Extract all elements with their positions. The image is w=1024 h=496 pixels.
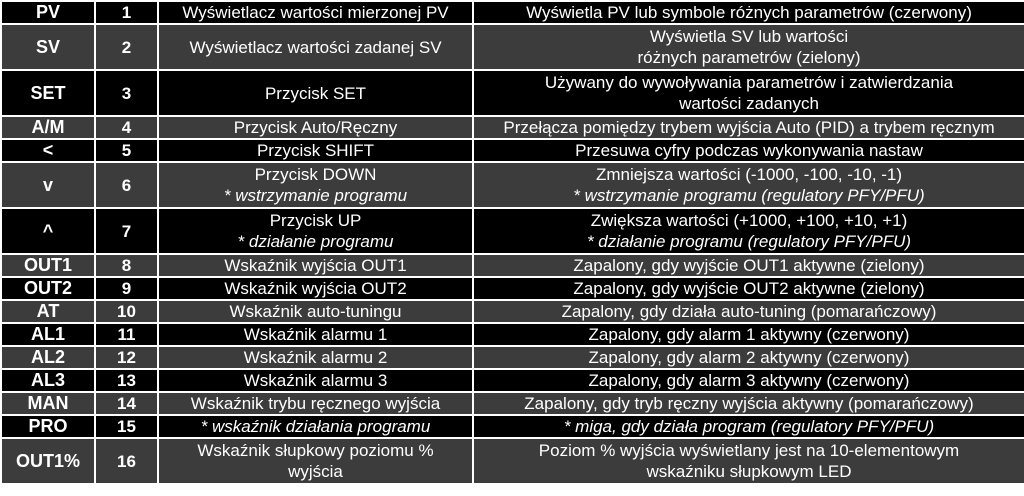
symbol-cell: v [1, 162, 95, 208]
desc-line: wartości zadanych [679, 94, 819, 113]
name-line: Wyświetlacz wartości mierzonej PV [182, 3, 449, 22]
desc-line: Poziom % wyjścia wyświetlany jest na 10-elementowym [538, 441, 960, 460]
symbol-cell: OUT2 [1, 277, 95, 300]
table-row [1, 24, 1024, 70]
name-cell [158, 300, 473, 323]
number-cell: 7 [95, 208, 158, 254]
name-line: Wskaźnik alarmu 1 [243, 325, 388, 344]
symbol-cell: SV [1, 24, 95, 70]
description-cell [473, 300, 1024, 323]
symbol-cell: OUT1% [1, 438, 95, 484]
name-cell [158, 70, 473, 116]
name-line: Wskaźnik auto-tuningu [229, 302, 402, 321]
number-cell: 5 [95, 139, 158, 162]
number-cell: 1 [95, 1, 158, 24]
description-cell [473, 438, 1024, 484]
name-note: * wstrzymanie programu [223, 186, 408, 205]
description-cell [473, 116, 1024, 139]
desc-line: Zapalony, gdy alarm 2 aktywny (czerwony) [588, 348, 910, 367]
name-cell [158, 392, 473, 415]
description-cell [473, 162, 1024, 208]
table-row [1, 162, 1024, 208]
symbol-cell: AT [1, 300, 95, 323]
table-row [1, 1, 1024, 24]
table-row [1, 277, 1024, 300]
description-cell [473, 254, 1024, 277]
table-row [1, 323, 1024, 346]
name-cell [158, 438, 473, 484]
description-cell [473, 346, 1024, 369]
description-cell [473, 139, 1024, 162]
name-cell [158, 277, 473, 300]
table-row [1, 392, 1024, 415]
name-cell [158, 24, 473, 70]
name-cell [158, 254, 473, 277]
number-cell: 2 [95, 24, 158, 70]
symbol-cell: PV [1, 1, 95, 24]
desc-note: * miga, gdy działa program (regulatory PFY/PFU) [563, 417, 935, 436]
name-cell [158, 346, 473, 369]
name-line: wyjścia [288, 462, 343, 481]
name-cell [158, 116, 473, 139]
table-row [1, 300, 1024, 323]
desc-line: Zwiększa wartości (+1000, +100, +10, +1) [590, 211, 908, 230]
desc-line: Zapalony, gdy tryb ręczny wyjścia aktywny (pomarańczowy) [524, 394, 974, 413]
desc-line: Przełącza pomiędzy trybem wyjścia Auto (PID) a trybem ręcznym [503, 118, 995, 137]
number-cell: 14 [95, 392, 158, 415]
desc-line: Zapalony, gdy alarm 1 aktywny (czerwony) [588, 325, 910, 344]
parameter-table-body [1, 1, 1024, 484]
name-line: Przycisk SHIFT [256, 141, 375, 160]
description-cell [473, 1, 1024, 24]
desc-note: * wstrzymanie programu (regulatory PFY/PFU) [573, 186, 925, 205]
number-cell: 6 [95, 162, 158, 208]
description-cell [473, 277, 1024, 300]
description-cell [473, 392, 1024, 415]
name-line: Wskaźnik trybu ręcznego wyjścia [190, 394, 441, 413]
symbol-cell: MAN [1, 392, 95, 415]
name-line: Wskaźnik alarmu 2 [243, 348, 388, 367]
number-cell: 8 [95, 254, 158, 277]
symbol-cell: < [1, 139, 95, 162]
number-cell: 13 [95, 369, 158, 392]
table-row [1, 254, 1024, 277]
name-line: Przycisk DOWN [254, 165, 377, 184]
table-row [1, 415, 1024, 438]
symbol-cell: OUT1 [1, 254, 95, 277]
desc-line: Wyświetla SV lub wartości [649, 27, 849, 46]
table-row [1, 139, 1024, 162]
symbol-cell: SET [1, 70, 95, 116]
description-cell [473, 70, 1024, 116]
number-cell: 4 [95, 116, 158, 139]
table-row [1, 438, 1024, 484]
symbol-cell: A/M [1, 116, 95, 139]
name-cell [158, 369, 473, 392]
table-row [1, 116, 1024, 139]
name-cell [158, 415, 473, 438]
description-cell [473, 208, 1024, 254]
table-row [1, 208, 1024, 254]
name-line: Wskaźnik słupkowy poziomu % [197, 441, 434, 460]
desc-line: Przesuwa cyfry podczas wykonywania nastaw [575, 141, 923, 160]
desc-line: różnych parametrów (zielony) [637, 48, 861, 67]
desc-line: Zmniejsza wartości (-1000, -100, -10, -1) [595, 165, 903, 184]
name-line: Wskaźnik wyjścia OUT1 [224, 256, 407, 275]
desc-line: wskaźniku słupkowym LED [646, 462, 852, 481]
desc-line: Zapalony, gdy wyjście OUT1 aktywne (zielony) [573, 256, 925, 275]
name-line: Przycisk UP [269, 211, 362, 230]
symbol-cell: AL3 [1, 369, 95, 392]
table-row [1, 70, 1024, 116]
name-note: * wskaźnik działania programu [200, 417, 431, 436]
number-cell: 9 [95, 277, 158, 300]
table-row [1, 369, 1024, 392]
name-cell [158, 1, 473, 24]
desc-line: Zapalony, gdy alarm 3 aktywny (czerwony) [588, 371, 910, 390]
description-cell [473, 24, 1024, 70]
number-cell: 10 [95, 300, 158, 323]
description-cell [473, 369, 1024, 392]
number-cell: 15 [95, 415, 158, 438]
symbol-cell: PRO [1, 415, 95, 438]
name-line: Przycisk SET [264, 83, 367, 103]
name-note: * działanie programu [237, 232, 394, 251]
number-cell: 11 [95, 323, 158, 346]
name-cell [158, 323, 473, 346]
name-line: Wskaźnik wyjścia OUT2 [224, 279, 407, 298]
desc-line: Używany do wywoływania parametrów i zatwierdzania [544, 73, 954, 92]
number-cell: 16 [95, 438, 158, 484]
table-row [1, 346, 1024, 369]
name-line: Wskaźnik alarmu 3 [243, 371, 388, 390]
symbol-cell: AL1 [1, 323, 95, 346]
desc-note: * działanie programu (regulatory PFY/PFU) [586, 232, 912, 251]
desc-line: Zapalony, gdy działa auto-tuning (pomarańczowy) [561, 302, 937, 321]
number-cell: 12 [95, 346, 158, 369]
symbol-cell: AL2 [1, 346, 95, 369]
description-cell [473, 415, 1024, 438]
name-cell [158, 162, 473, 208]
description-cell [473, 323, 1024, 346]
symbol-cell: ^ [1, 208, 95, 254]
name-line: Wyświetlacz wartości zadanej SV [189, 37, 442, 57]
name-cell [158, 139, 473, 162]
name-line: Przycisk Auto/Ręczny [233, 118, 398, 137]
desc-line: Wyświetla PV lub symbole różnych parametrów (czerwony) [526, 3, 972, 22]
desc-line: Zapalony, gdy wyjście OUT2 aktywne (zielony) [573, 279, 925, 298]
name-cell [158, 208, 473, 254]
number-cell: 3 [95, 70, 158, 116]
